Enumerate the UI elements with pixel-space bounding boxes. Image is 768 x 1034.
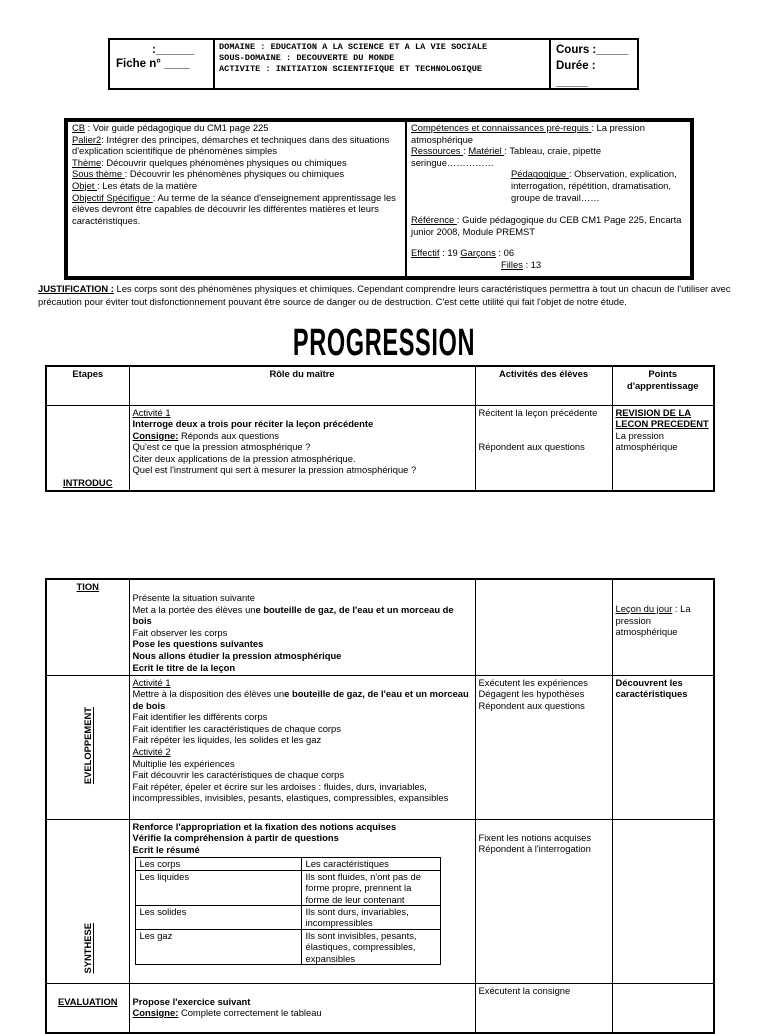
garcons-label: Garçons [460, 247, 496, 259]
dev-line6: Fait découvrir les caractéristiques de chaque corps [132, 769, 345, 781]
eleves-dev-2: Dégagent les hypothèses [478, 688, 585, 700]
synth-line1: Renforce l'appropriation et la fixation des notions acquises [132, 820, 397, 832]
pedagogique-line [411, 168, 686, 203]
info-right [407, 122, 690, 276]
pedagogique-label: Pédagogique [511, 168, 569, 180]
dev-line4: Fait répéter les liquides, les solides et les gaz [132, 734, 322, 746]
table-row [46, 579, 714, 675]
consigne-text: Réponds aux questions [178, 429, 279, 441]
filles-text: : 13 [522, 258, 542, 270]
etape-intro-label: INTRODUC [63, 477, 113, 489]
etape-eval-label: EVALUATION [57, 995, 118, 1007]
table-row [46, 983, 714, 1033]
competences-text: : La pression atmosphérique [411, 122, 645, 145]
objet-text: : Les états de la matière [97, 179, 198, 191]
eleves-intro-1: Récitent la leçon précédente [478, 406, 598, 418]
tion-line6: Ecrit le titre de la leçon [132, 661, 236, 673]
role-intro [129, 405, 475, 491]
points-tion [612, 579, 714, 675]
pedagogique-text: : Observation, explication, interrogation, répétition, dramatisation, groupe de travail…… [511, 168, 677, 203]
palier-line [72, 134, 401, 157]
eleves-synth-2: Répondent à l'interrogation [478, 843, 591, 855]
header-etapes: Etapes [46, 366, 129, 405]
fiche-number: Fiche n° ____ [116, 58, 190, 70]
summary-cell: Ils sont invisibles, pesants, élastiques, compressibles, expansibles [301, 929, 440, 964]
dev-line7: Fait répéter, épeler et écrire sur les ardoises : fluides, durs, invariables, incompressibles, invisibles, pesants, elastiques, compressibles, expansibles [132, 780, 449, 804]
summary-cell: Les caractéristiques [301, 858, 440, 870]
synth-line2: Vérifie la compréhension à partir de questions [132, 832, 339, 844]
tion-line4: Pose les questions suivantes [132, 638, 264, 650]
sous-theme-line [72, 168, 401, 180]
dev-activite-2: Activité 2 [132, 746, 171, 758]
eval-line1: Propose l'exercice suivant [132, 995, 251, 1007]
tion-line1: Présente la situation suivante [132, 592, 255, 603]
reference-label: Référence [411, 214, 457, 226]
materiel-label: Matériel [468, 145, 505, 157]
eval-consigne-label: Consigne: [132, 1007, 179, 1019]
justification-label: JUSTIFICATION : [38, 283, 114, 294]
summary-row [135, 858, 440, 870]
etape-synth-label: SYNTHESE [81, 923, 93, 974]
materiel-line: Ressources : Matériel : Tableau, craie, pipette seringue…………… [411, 145, 602, 168]
objet-label: Objet [72, 179, 98, 191]
summary-row [135, 929, 440, 964]
justification [38, 282, 734, 308]
ressources-label: Ressources [411, 145, 464, 157]
eval-consigne [133, 1007, 472, 1019]
dev-line2: Fait identifier les différents corps [132, 711, 268, 723]
role-tion [129, 579, 475, 675]
etape-dev [46, 675, 129, 819]
points-eval [612, 983, 714, 1033]
effectif-label: Effectif [411, 247, 440, 259]
info-left [68, 122, 407, 276]
table-header-row [46, 366, 714, 405]
intro-q2: Citer deux applications de la pression atmosphérique. [132, 452, 356, 464]
etape-eval [46, 983, 129, 1033]
etape-dev-label: EVELOPPEMENT [81, 707, 93, 785]
theme-label: Thème [72, 156, 102, 168]
progression-table-top [45, 365, 715, 492]
role-dev [129, 675, 475, 819]
sous-domaine-line: SOUS-DOMAINE : DECOUVERTE DU MONDE [219, 53, 395, 63]
summary-cell: Ils sont durs, invariables, incompressibles [301, 905, 440, 929]
filles-label: Filles [501, 258, 523, 270]
effectif-text: : 19 [439, 247, 461, 259]
consigne-label: Consigne: [132, 429, 179, 441]
duree-label: Durée : [556, 60, 596, 72]
objectif-text: : Au terme de la séance d'enseignement apprentissage les élèves devront être capables de découvrir les différentes matières et leurs caractéristiques. [72, 191, 396, 226]
objectif-label: Objectif Spécifique [72, 191, 153, 203]
header-activites: Activités des élèves [475, 366, 612, 405]
dev-line5: Multiplie les expériences [132, 757, 235, 769]
palier-label: Palier2 [72, 133, 102, 145]
synth-line3: Ecrit le résumé [132, 843, 200, 855]
cb-line [72, 122, 401, 134]
tion-line2a: Met a la portée des élèves un [132, 603, 256, 615]
summary-cell: Ils sont fluides, n'ont pas de forme propre, prennent la forme de leur contenant [301, 870, 440, 905]
table-row [46, 675, 714, 819]
objectif-line [72, 192, 401, 227]
eleves-eval: Exécutent la consigne [475, 983, 612, 1033]
points-intro-text: La pression atmosphérique [615, 429, 678, 453]
palier-text: : Intégrer des principes, démarches et techniques dans des situations d'explication scientifique de phénomènes simples [72, 133, 390, 157]
justification-text: Les corps sont des phénomènes physiques et chimiques. Cependant comprendre leurs caractéristiques permettra à tout un chacun de l'utiliser avec précaution pour éviter tout disfonctionnement pouvant être source de danger ou de destruction. C'est cette utilité qui fait l'objet de notre étude. [38, 283, 731, 307]
reference-line [411, 214, 686, 237]
cb-label: CB [72, 122, 86, 133]
dev-line1b: e bouteille de gaz, de l'eau et un morceau de bois [132, 688, 469, 711]
points-dev: Découvrent les caractéristiques [612, 675, 714, 819]
summary-cell: Les solides [135, 905, 301, 929]
dev-activite-1: Activité 1 [132, 676, 171, 688]
dev-line1 [133, 688, 472, 711]
header-role: Rôle du maître [129, 366, 475, 405]
header-points: Points d'apprentissage [612, 366, 714, 405]
duree-blank: _____ [556, 76, 588, 88]
points-intro-label: REVISION DE LA LECON PRECEDENT [615, 406, 709, 430]
garcons-text: : 06 [495, 247, 515, 259]
competences-line [411, 122, 686, 145]
eleves-synth [475, 819, 612, 983]
etape-synth [46, 819, 129, 983]
summary-table [135, 857, 441, 965]
eleves-tion [475, 579, 612, 675]
cours-label: Cours :_____ [556, 44, 629, 56]
etape-intro [46, 405, 129, 491]
activite-line: ACTIVITE : INITIATION SCIENTIFIQUE ET TECHNOLOGIQUE [219, 64, 483, 74]
eleves-dev-3: Répondent aux questions [478, 699, 585, 711]
sous-theme-text: : Découvrir les phénomènes physiques ou chimiques [124, 168, 345, 180]
reference-text: : Guide pédagogique du CEB CM1 Page 225, Encarta junior 2008, Module PREMST [411, 214, 682, 237]
objet-line [72, 180, 401, 192]
fiche-cell [110, 40, 215, 88]
tion-line2 [133, 604, 472, 627]
role-eval [129, 983, 475, 1033]
eleves-synth-1: Fixent les notions acquises [478, 831, 592, 843]
dev-line1a: Mettre à la disposition des élèves un [132, 688, 285, 700]
tion-line5: Nous allons étudier la pression atmosphérique [132, 649, 342, 661]
eleves-intro-2: Répondent aux questions [478, 441, 585, 453]
eleves-dev-1: Exécutent les expériences [478, 676, 588, 688]
intro-q3: Quel est l'instrument qui sert à mesurer la pression atmosphérique ? [132, 464, 417, 476]
domain-cell [215, 40, 551, 88]
dev-line3: Fait identifier les caractéristiques de chaque corps [132, 722, 341, 734]
activite-1-label: Activité 1 [132, 406, 171, 418]
info-box [64, 118, 694, 280]
theme-line [72, 157, 401, 169]
points-tion-text: : La pression atmosphérique [615, 603, 691, 638]
materiel-text: : Tableau, craie, pipette seringue…………… [411, 145, 602, 168]
intro-line1: Interroge deux a trois pour réciter la leçon précédente [132, 418, 374, 430]
summary-cell: Les corps [135, 858, 301, 870]
points-tion-label: Leçon du jour [615, 603, 673, 614]
etape-tion-label: TION [76, 581, 99, 592]
tion-line3: Fait observer les corps [132, 626, 228, 638]
etape-tion [46, 579, 129, 675]
tion-line2b: e bouteille de gaz, de l'eau et un morceau de bois [132, 603, 454, 627]
sous-theme-label: Sous thème [72, 168, 125, 180]
course-cell [551, 40, 637, 88]
eval-consigne-text: Complete correctement le tableau [178, 1007, 322, 1019]
cb-text: : Voir guide pédagogique du CM1 page 225 [85, 122, 269, 133]
domaine-line: DOMAINE : EDUCATION A LA SCIENCE ET A LA VIE SOCIALE [219, 42, 488, 52]
page-title: PROGRESSION [292, 322, 476, 364]
competences-label: Compétences et connaissances pré-requis [411, 122, 592, 133]
filles-line [411, 259, 686, 271]
theme-text: : Découvrir quelques phénomènes physiques ou chimiques [101, 156, 347, 168]
eleves-dev [475, 675, 612, 819]
summary-cell: Les gaz [135, 929, 301, 964]
intro-consigne [133, 430, 472, 442]
points-synth [612, 819, 714, 983]
progression-table-bottom [45, 578, 715, 1034]
summary-row [135, 905, 440, 929]
effectif-line [411, 247, 686, 259]
summary-row [135, 870, 440, 905]
role-synth [129, 819, 475, 983]
table-row [46, 819, 714, 983]
intro-q1: Qu'est ce que la pression atmosphérique ? [132, 441, 311, 453]
summary-cell: Les liquides [135, 870, 301, 905]
fiche-colon: :______ [152, 44, 195, 56]
eleves-intro [475, 405, 612, 491]
header-box [108, 38, 639, 90]
points-intro [612, 405, 714, 491]
table-row [46, 405, 714, 491]
